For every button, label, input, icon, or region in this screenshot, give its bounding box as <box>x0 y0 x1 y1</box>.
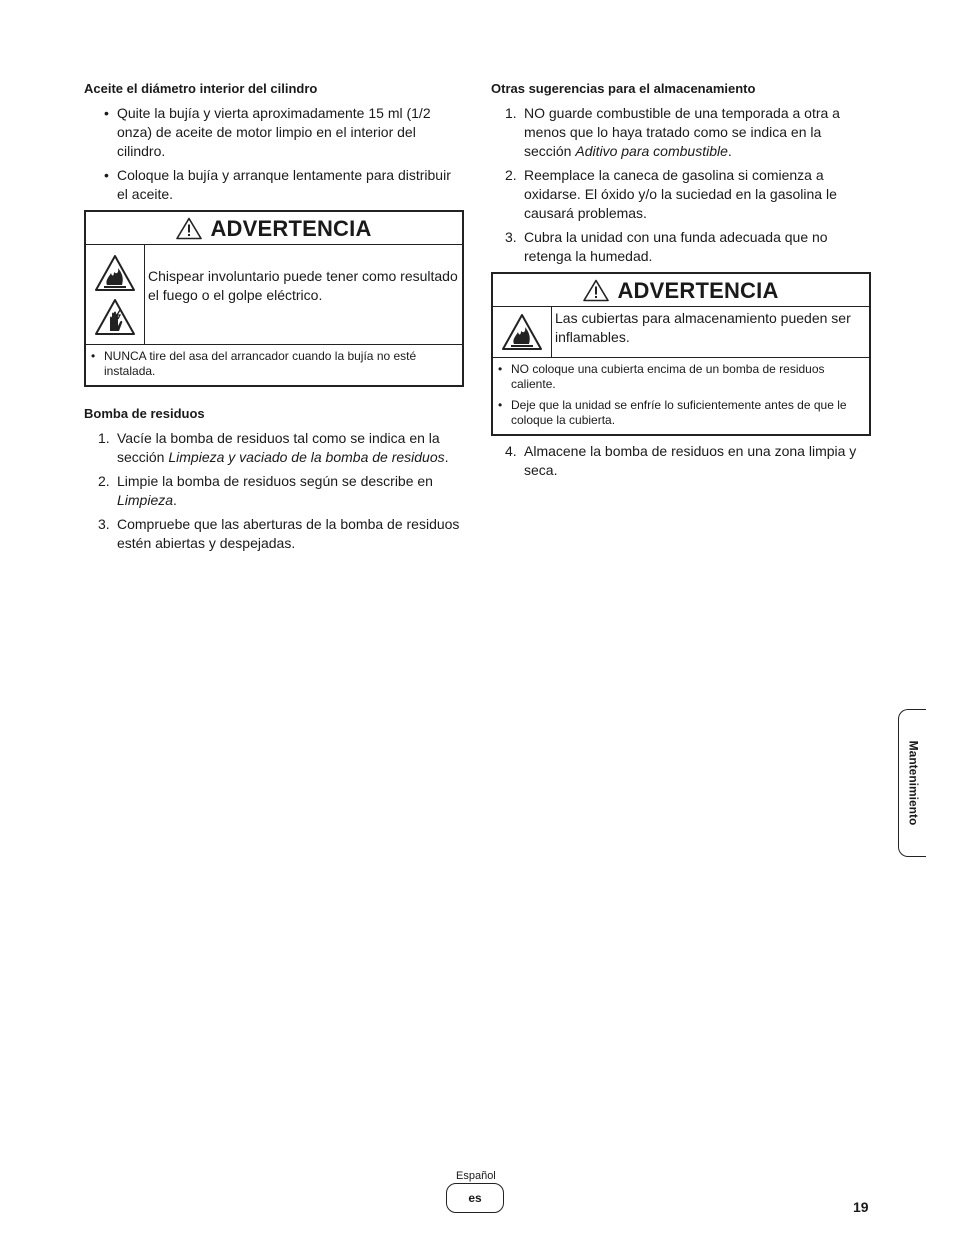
step-number: 3. <box>505 229 517 245</box>
list-item <box>84 515 464 553</box>
step-reference: Limpieza y vaciado de la bomba de residuos <box>168 449 445 465</box>
step-punct: . <box>727 143 732 159</box>
language-label: Español <box>456 1170 496 1182</box>
warning-title: ADVERTENCIA <box>210 215 372 241</box>
step-text: Reemplace la caneca de gasolina si comienza a oxidarse. El óxido y/o la suciedad en la gasolina le causará problemas. <box>524 167 837 221</box>
list-item: • Deje que la unidad se enfríe lo suficientemente antes de que le coloque la cubierta. <box>497 398 865 428</box>
right-column <box>491 80 871 485</box>
list-item <box>491 166 871 223</box>
warning-header <box>86 212 462 245</box>
warning-body <box>86 245 462 345</box>
step-number: 2. <box>98 473 110 489</box>
storage-step-list-cont <box>491 442 871 480</box>
step-text: NO guarde combustible de una temporada a otra a menos que lo haya tratado como se indica en la sección <box>524 105 840 159</box>
warning-text: Las cubiertas para almacenamiento pueden ser inflamables. <box>555 310 851 345</box>
warning-body <box>493 307 869 358</box>
list-item: • Coloque la bujía y arranque lentamente para distribuir el aceite. <box>84 166 464 204</box>
step-reference: Limpieza <box>117 492 174 508</box>
left-column <box>84 80 464 558</box>
warning-text: Chispear involuntario puede tener como resultado el fuego o el golpe eléctrico. <box>148 267 458 303</box>
pump-step-list <box>84 429 464 553</box>
section-tab-label: Mantenimiento <box>906 740 920 826</box>
step-number: 2. <box>505 167 517 183</box>
list-item <box>491 228 871 266</box>
storage-step-list <box>491 104 871 266</box>
list-item <box>491 442 871 480</box>
warning-triangle-icon <box>583 279 609 302</box>
warning-header <box>493 274 869 307</box>
section-tab <box>898 709 926 857</box>
warning-notes <box>493 358 869 434</box>
step-number: 1. <box>98 430 110 446</box>
step-text: Cubra la unidad con una funda adecuada que no retenga la humedad. <box>524 229 828 264</box>
step-punct: . <box>173 492 177 508</box>
fire-hazard-icon <box>501 313 543 351</box>
warning-title: ADVERTENCIA <box>617 277 779 303</box>
spacer <box>84 387 464 405</box>
step-reference: Aditivo para combustible <box>575 143 728 159</box>
list-item <box>84 472 464 510</box>
step-text: Limpie la bomba de residuos según se describe en <box>117 473 433 489</box>
cylinder-bullet-list <box>84 104 464 204</box>
list-item <box>491 104 871 161</box>
step-text: Almacene la bomba de residuos en una zona limpia y seca. <box>524 443 857 478</box>
step-number: 1. <box>505 105 517 121</box>
section-heading-pump: Bomba de residuos <box>84 406 205 421</box>
section-heading-storage: Otras sugerencias para el almacenamiento <box>491 81 756 96</box>
page-number: 19 <box>853 1199 869 1215</box>
warning-box-cover <box>491 272 871 436</box>
list-item <box>84 429 464 467</box>
list-item: • Quite la bujía y vierta aproximadamente 15 ml (1/2 onza) de aceite de motor limpio en el interior del cilindro. <box>84 104 464 161</box>
list-item: • NO coloque una cubierta encima de un bomba de residuos caliente. <box>497 362 865 392</box>
language-code: es <box>468 1190 482 1205</box>
electric-shock-icon <box>94 298 136 336</box>
step-text: Compruebe que las aberturas de la bomba de residuos estén abiertas y despejadas. <box>117 516 460 551</box>
step-number: 3. <box>98 516 110 532</box>
language-badge <box>446 1183 504 1213</box>
fire-hazard-icon <box>94 254 136 292</box>
section-heading-cylinder: Aceite el diámetro interior del cilindro <box>84 81 318 96</box>
step-number: 4. <box>505 443 517 459</box>
step-punct: . <box>444 449 449 465</box>
warning-icon-column <box>493 307 552 357</box>
list-item: • NUNCA tire del asa del arrancador cuando la bujía no esté instalada. <box>90 349 458 379</box>
warning-icon-column <box>86 245 145 344</box>
warning-triangle-icon <box>176 217 202 240</box>
warning-box-spark <box>84 210 464 387</box>
step-text: Vacíe la bomba de residuos tal como se indica en la sección <box>117 430 440 465</box>
warning-notes <box>86 345 462 385</box>
